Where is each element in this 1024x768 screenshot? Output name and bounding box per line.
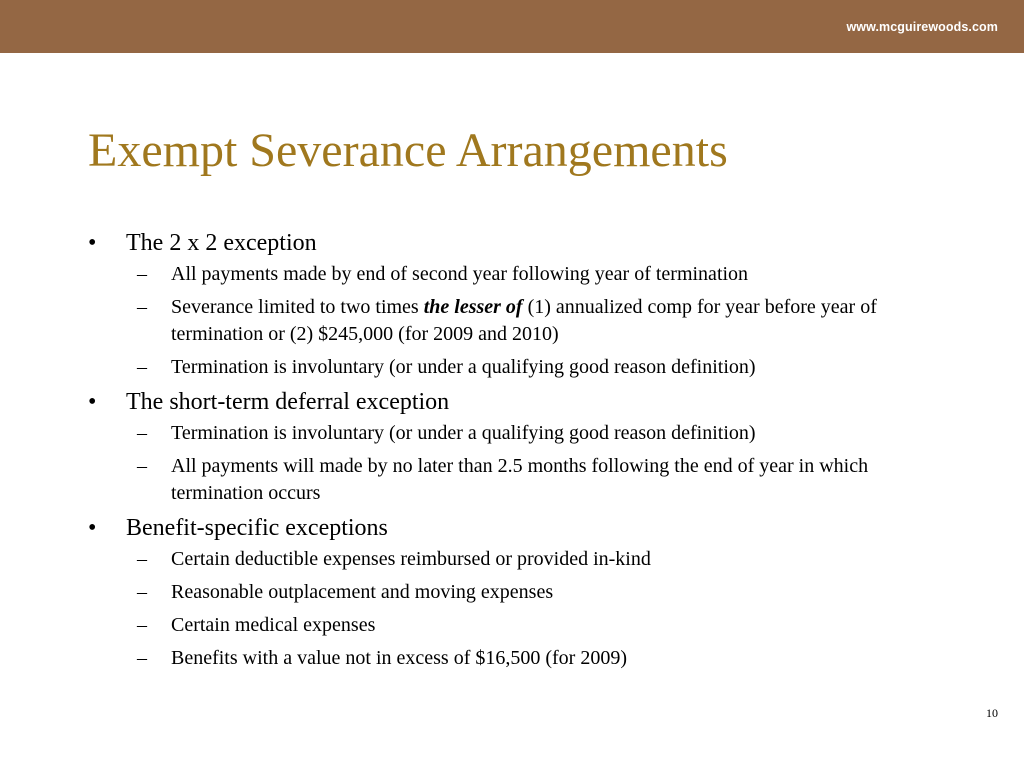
sub-item	[88, 354, 948, 381]
bullet-marker: •	[88, 515, 97, 541]
sub-text: Certain medical expenses	[171, 614, 376, 636]
slide-title: Exempt Severance Arrangements	[88, 124, 728, 177]
sub-text: All payments will made by no later than 2.5 months following the end of year in which termination occurs	[171, 455, 869, 504]
dash-marker: –	[137, 647, 147, 669]
bullet-list	[88, 228, 948, 678]
bullet-text: Benefit-specific exceptions	[126, 515, 388, 541]
site-url: www.mcguirewoods.com	[846, 20, 998, 34]
sub-item	[88, 645, 948, 672]
dash-marker: –	[137, 581, 147, 603]
sub-item	[88, 546, 948, 573]
page-number: 10	[986, 706, 998, 720]
dash-marker: –	[137, 356, 147, 378]
dash-marker: –	[137, 614, 147, 636]
sub-list	[88, 420, 948, 507]
sub-text: Certain deductible expenses reimbursed or provided in-kind	[171, 548, 651, 570]
sub-text: Benefits with a value not in excess of $16,500 (for 2009)	[171, 647, 628, 669]
bullet-text: The short-term deferral exception	[126, 389, 450, 415]
sub-item	[88, 294, 948, 348]
sub-text-before: Severance limited to two times	[171, 296, 424, 318]
bullet-item	[88, 228, 948, 258]
header-band	[0, 0, 1024, 53]
bullet-marker: •	[88, 389, 97, 415]
dash-marker: –	[137, 422, 147, 444]
sub-text-after: (1) annualized comp for year before year of termination or (2) $245,000 (for 2009 and 2010)	[171, 296, 877, 345]
dash-marker: –	[137, 455, 147, 477]
dash-marker: –	[137, 296, 147, 318]
sub-item	[88, 420, 948, 447]
dash-marker: –	[137, 548, 147, 570]
bullet-text: The 2 x 2 exception	[126, 230, 317, 256]
sub-list	[88, 261, 948, 381]
sub-text-emphasis: the lesser of	[423, 296, 523, 318]
sub-text: Termination is involuntary (or under a qualifying good reason definition)	[171, 422, 756, 444]
bullet-item	[88, 387, 948, 417]
sub-text: All payments made by end of second year following year of termination	[171, 263, 749, 285]
bullet-marker: •	[88, 230, 97, 256]
sub-item	[88, 453, 948, 507]
sub-list	[88, 546, 948, 672]
sub-item	[88, 612, 948, 639]
sub-item	[88, 261, 948, 288]
sub-text: Termination is involuntary (or under a qualifying good reason definition)	[171, 356, 756, 378]
sub-item	[88, 579, 948, 606]
dash-marker: –	[137, 263, 147, 285]
sub-text: Reasonable outplacement and moving expenses	[171, 581, 554, 603]
bullet-item	[88, 513, 948, 543]
